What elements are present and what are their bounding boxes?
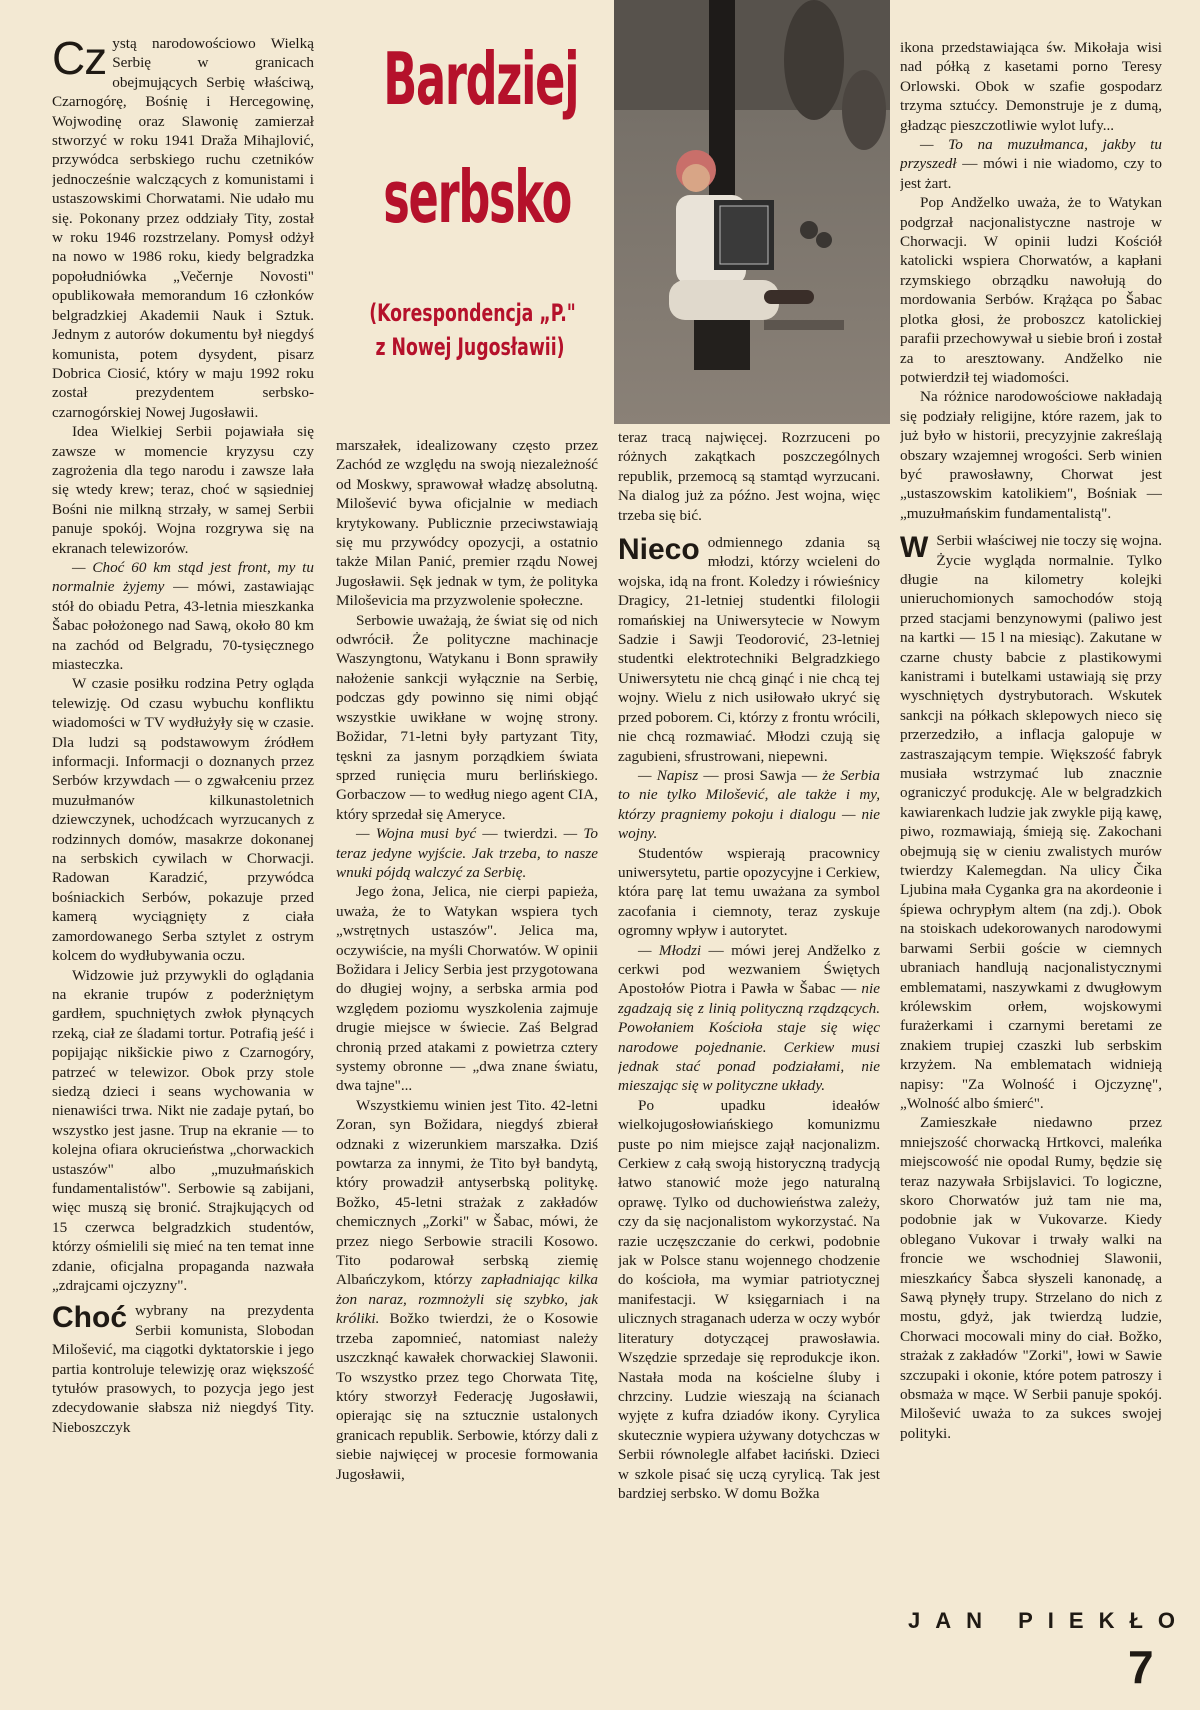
paragraph: W Serbii właściwej nie toczy się wojna. Życie wygląda normalnie. Tylko długie na kilometry kolejki unieruchomionych samochodów stoją przed stacjami benzynowymi (paliwo jest na kartki — 15 l na miesiąc). Zakutane w czarne chusty babcie z plastikowymi kanistrami i butelkami ustawiają się przy wyschniętych dystrybutorach. Wskutek sankcji na półkach sklepowych nieco się przerzedziło, a inflacja galopuje w zastraszającym tempie. Większość fabryk musiała wstrzymać lub znacznie ograniczyć produkcję. Ale w belgradzkich kawiarenkach ludzie jak zwykle piją kawę, piwo, rozmawiają, śmieją się. Zakochani obejmują się w cieniu zwalistych murów twierdzy Kalemegdan. Na ulicy Čika Ljubina mała Cyganka gra na akordeonie i śpiewa ochrypłym altem (na zdj.). Obok na stoiskach udekorowanych narodowymi barwami Serbii goście w ciemnych ubraniach handlują nacjonalistycznymi emblematami, naszywkami z dwugłowym królewskim orłem, wojskowymi furażerkami i czarnymi beretami ze znakiem trupiej czaszki lub serbskim krzyżem. Na emblematach widnieją napisy: "Za Wolność i Ojczyznę", „Wolność albo śmierć".: [900, 531, 1162, 1112]
paragraph-quote: — Młodzi — mówi jerej Andželko z cerkwi pod wezwaniem Świętych Apostołów Piotra i Pawła w Šabac — nie zgadzają się z linią polityczną rządzących. Powołaniem Kościoła staje się więc narodowe pojednanie. Cerkiew musi jednak stać ponad podziałami, nie mieszając się w polityczne układy.: [618, 941, 880, 1095]
paragraph: marszałek, idealizowany często przez Zachód ze względu na swoją niezależność od Moskwy, sprawował władzę absolutną. Milošević bywa oficjalnie w mediach krytykowany. Publicznie przeciwstawiają się mu przywódcy opozycji, a ostatnio także Milan Panić, premier rządu Nowej Jugosławii. Sęk jednak w tym, że polityka Miloševicia ma przyzwolenie społeczne.: [336, 437, 598, 610]
paragraph: Zamieszkałe niedawno przez mniejszość chorwacką Hrtkovci, maleńka miejscowość nie opodal Rumy, będzie się teraz nazywała Srbijslavici. To logiczne, skoro Chorwatów już tam nie ma, podobnie jak w Vukovarze. Kiedy oblegano Vukovar i trwały walki na froncie we wschodniej Slawonii, mieszkańcy Šabca słyszeli kanonadę, a Sawą płynęły trupy. Strzelano do nich z mostu, gdyż, jak twierdzą ludzie, Chorwaci mocowali miny do ciał. Božko, strażak z zakładów "Zorki", łowi w Sawie szczupaki i okonie, które potem patroszy i obsmaża w mące. W Serbii panuje spokój. Milošević uważa to za sukces swojej polityki.: [900, 1114, 1162, 1442]
drop-word: Choć: [52, 1301, 127, 1335]
page-number: 7: [1128, 1641, 1154, 1693]
paragraph: teraz tracą najwięcej. Rozrzuceni po różnych zakątkach poszczególnych republik, przemocą są stamtąd wyrzucani. Na dialog już za późno. Jest wojna, więc trzeba się bić.: [618, 429, 880, 524]
paragraph: Na różnice narodowościowe nakładają się podziały religijne, które razem, jak to już było w historii, precyzyjnie zakreślają obszary wzajemnej wrogości. Serb winien być prawosławny, Chorwat jest „ustaszowskim katolikiem", Bośniak — „muzułmańskim fundamentalistą".: [900, 388, 1162, 522]
author-byline: JAN PIEKŁO: [908, 1608, 1191, 1633]
photo-illustration: [614, 0, 890, 424]
photo-girl-with-accordion: [614, 0, 890, 424]
paragraph: Jego żona, Jelica, nie cierpi papieża, uważa, że to Watykan wspiera tych „wstrętnych ustaszów". Jelica ma, oczywiście, na myśli Chorwatów. W opinii Božidara i Jelicy Serbia jest przygotowana do długiej wojny, a serbska armia pod względem poziomu wyszkolenia zajmuje drugie miejsce w świecie. Zaś Belgrad chronią przed atakami z powietrza cztery systemy obronne — „dwa znane światu, dwa tajne"...: [336, 883, 598, 1095]
paragraph-quote: — Wojna musi być — twierdzi. — To teraz jedyne wyjście. Jak trzeba, to nasze wnuki pójdą walczyć za Serbię.: [336, 825, 598, 881]
paragraph: Pop Andželko uważa, że to Watykan podgrzał nacjonalistyczne nastroje w Chorwacji. W opinii ludzi Kościół katolicki wspiera Chorwatów, a kapłani rzymskiego obrządku nawołują do mordowania Serbów. Krążąca po Šabac plotka głosi, że proboszcz katolickiej parafii przechowywał u siebie broń i został za to aresztowany. Andželko nie potwierdził tej wiadomości.: [900, 194, 1162, 386]
article-column-2: [336, 436, 598, 1684]
headline-subtitle-line-1: (Korespondencja „P.": [369, 299, 576, 327]
paragraph-quote: — Choć 60 km stąd jest front, my tu normalnie żyjemy — mówi, zastawiając stół do obiadu Petra, 43-letnia mieszkanka Šabac położonego nad Sawą, około 80 km na zachód od Belgradu, 70-tysięcznego miasteczka.: [52, 558, 314, 673]
headline-title-line-2: serbsko: [383, 155, 572, 239]
paragraph: Studentów wspierają pracownicy uniwersytetu, partie opozycyjne i Cerkiew, która parę lat temu uważana za symbol zacofania i ciemnoty, teraz zyskuje ogromny wpływ i autorytet.: [618, 844, 880, 940]
headline-block: [330, 20, 610, 420]
paragraph: Nieco odmiennego zdania są młodzi, którzy wcieleni do wojska, idą na front. Koledzy i rówieśnicy Dragicy, 21-letniej studentki filologii romańskiej na Uniwersytecie w Nowym Sadzie i Sawji Teodorović, 23-letniej studentki elektrotechniki Belgradzkiego Uniwersytetu nie chcą ginąć i nie chcą tej wojny. Wielu z nich usiłowało ukryć się przed poborem. Ci, którzy z frontu wrócili, nie chcą rozmawiać. Młodzi czują się zagubieni, sfrustrowani, niepewni.: [618, 533, 880, 765]
paragraph: Idea Wielkiej Serbii pojawiała się zawsze w momencie kryzysu czy zagrożenia dla tego narodu i zawsze lała się wtedy krew; teraz, choć w sąsiedniej Bośni nie milkną strzały, w samej Serbii panuje spokój. Wojna rozgrywa się na ekranach telewizorów.: [52, 423, 314, 557]
paragraph-quote: — Napisz — prosi Sawja — że Serbia to nie tylko Milošević, ale także i my, którzy pragniemy pokoju i dialogu — nie wojny.: [618, 766, 880, 843]
paragraph: Choć wybrany na prezydenta Serbii komunista, Slobodan Milošević, ma ciągotki dyktatorskie i jego partia kontroluje telewizję oraz większość tytułów prasowych, to pozycja jego jest zdecydowanie słabsza niż niegdyś Tity. Nieboszczyk: [52, 1301, 314, 1436]
paragraph: Widzowie już przywykli do oglądania na ekranie trupów z poderżniętym gardłem, spuchniętych zwłok płynących rzeką, ciał ze śladami tortur. Potrafią jeść i popijając nikšickie piwo z Czarnogóry, patrzeć w telewizor. Obok przy stole siedzą dzieci i seans wychowania w nienawiści trwa. Nikt nie zadaje pytań, bo wszystko jest jasne. Trup na ekranie — to kolejna ofiara okrucieństwa „chorwackich ustaszów" albo „muzułmańskich fundamentalistów". Serbowie są zabijani, więc muszą się bronić. Strajkujących od 15 czerwca belgradzkich studentów, którzy ośmielili się mieć na ten temat inne zdanie, oficjalna propaganda nazwała „zdrajcami ojczyzny".: [52, 966, 314, 1294]
article-column-1: [52, 34, 314, 1684]
paragraph: Serbowie uważają, że świat się od nich odwrócił. Że polityczne machinacje Waszyngtonu, Watykanu i Bonn sprawiły nałożenie sankcji wyłącznie na Serbię, podczas gdy powinno się nimi objąć wszystkie uwikłane w wojnę strony. Božidar, 71-letni były partyzant Tity, tęskni za jasnym porządkiem świata sprzed runięcia muru berlińskiego. Gorbaczow — to według niego agent CIA, który sprzedał się Ameryce.: [336, 611, 598, 823]
paragraph: Cz ystą narodowościowo Wielką Serbię w granicach obejmujących Serbię właściwą, Czarnogórę, Bośnię i Hercegowinę, Wojwodinę oraz Slawonię zamierzał stworzyć w roku 1941 Draža Mihajlović, przywódca serbskiego ruchu czetników jednocześnie walczących z komunistami i ustaszowskimi Chorwatami. Nie udało mu się. Pokonany przez oddziały Tity, został w roku 1946 rozstrzelany. Pomysł odżył na nowo w 1986 roku, kiedy belgradzka popołudniówka „Večernje Novosti" opublikowała memorandum 16 członków belgradzkiej Akademii Nauk i Sztuk. Jednym z autorów dokumentu był niegdyś komunista, potem dysydent, pisarz Dobrica Ciosić, który w maju 1992 roku został prezydentem serbsko-czarnogórskiej Nowej Jugosławii.: [52, 34, 314, 421]
paragraph-quote: — To na muzułmanca, jakby tu przyszedł — mówi i nie wiadomo, czy to jest żart.: [900, 136, 1162, 192]
drop-cap: Cz: [52, 34, 107, 84]
paragraph: Po upadku ideałów wielkojugosłowiańskiego komunizmu puste po nim miejsce zajął nacjonalizm. Cerkiew z całą swoją historyczną tradycją łatwo stanowić może jego naturalną oprawę. Tylko od duchowieństwa zależy, czy da się nacjonalistom wykorzystać. Na razie uczęszczanie do cerkwi, podobnie jak w Polsce stanu wojennego chodzenie do kościoła, ma wymiar patriotycznej manifestacji. W księgarniach i na ulicznych straganach uderza w oczy wybór literatury dotyczącej prawosławia. Wszędzie sprzedaje się reprodukcje ikon. Nastała moda na kościelne śluby i chrzciny. Ludzie wieszają na ścianach wyjęte z kufra dziadów ikony. Cyrylica skutecznie wypiera używany dotychczas w Serbii równolegle alfabet łaciński. Dzieci w szkole pisać się uczą cyrylicą. Tak jest bardziej serbsko. W domu Božka: [618, 1096, 880, 1502]
article-column-4: [900, 38, 1162, 1598]
paragraph: W czasie posiłku rodzina Petry ogląda telewizję. Od czasu wybuchu konfliktu wiadomości w TV wydłużyły się w czasie. Dla ludzi są podstawowym źródłem informacji. Informacji o doznanych przez Serbów krzywdach — o zgwałceniu przez muzułmanów kilkunastoletnich dziewczynek, uchodźcach wyrzucanych z rodzinnych domów, masakrze dokonanej na serbskich cywilach w Chorwacji. Radowan Karadzić, przywódca bośniackich Serbów, pokazuje przed kamerą wyciągnięty z ciała zamordowanego Serba sztylet z ostrym kolcem do wydłubywania oczu.: [52, 675, 314, 965]
paragraph: Wszystkiemu winien jest Tito. 42-letni Zoran, syn Božidara, niegdyś zbierał odznaki z wizerunkiem marszałka. Dziś powtarza za innymi, że Tito był bandytą, który prowadził antyserbską politykę. Božko, 45-letni strażak z zakładów chemicznych „Zorki" w Šabac, mówi, że przez niego Serbowie stracili Kosowo. Tito podarował serbską ziemię Albańczykom, którzy zapładniając kilka żon naraz, rozmnożyli się szybko, jak króliki. Božko twierdzi, że o Kosowie trzeba zapomnieć, natomiast należy uszczknąć kawałek chorwackiej Slawonii. To wszystko przez tego Chorwata Titę, który stworzył Federację Jugosławii, opierając się na sztucznie ustalonych granicach republik. Serbowie, którzy dali z siebie najwięcej w procesie formowania Jugosławii,: [336, 1096, 598, 1483]
drop-word: W: [900, 531, 929, 565]
article-column-3: [618, 428, 880, 1684]
headline-title-line-1: Bardziej: [383, 37, 579, 121]
headline-subtitle-line-2: z Nowej Jugosławii): [375, 333, 565, 361]
paragraph: ikona przedstawiająca św. Mikołaja wisi nad półką z kasetami porno Teresy Orlowski. Obok w szafie gospodarz trzyma sztućcy. Demonstruje je z dumą, gładząc pieszczotliwie wylot lufy...: [900, 39, 1162, 134]
drop-word: Nieco: [618, 533, 700, 567]
